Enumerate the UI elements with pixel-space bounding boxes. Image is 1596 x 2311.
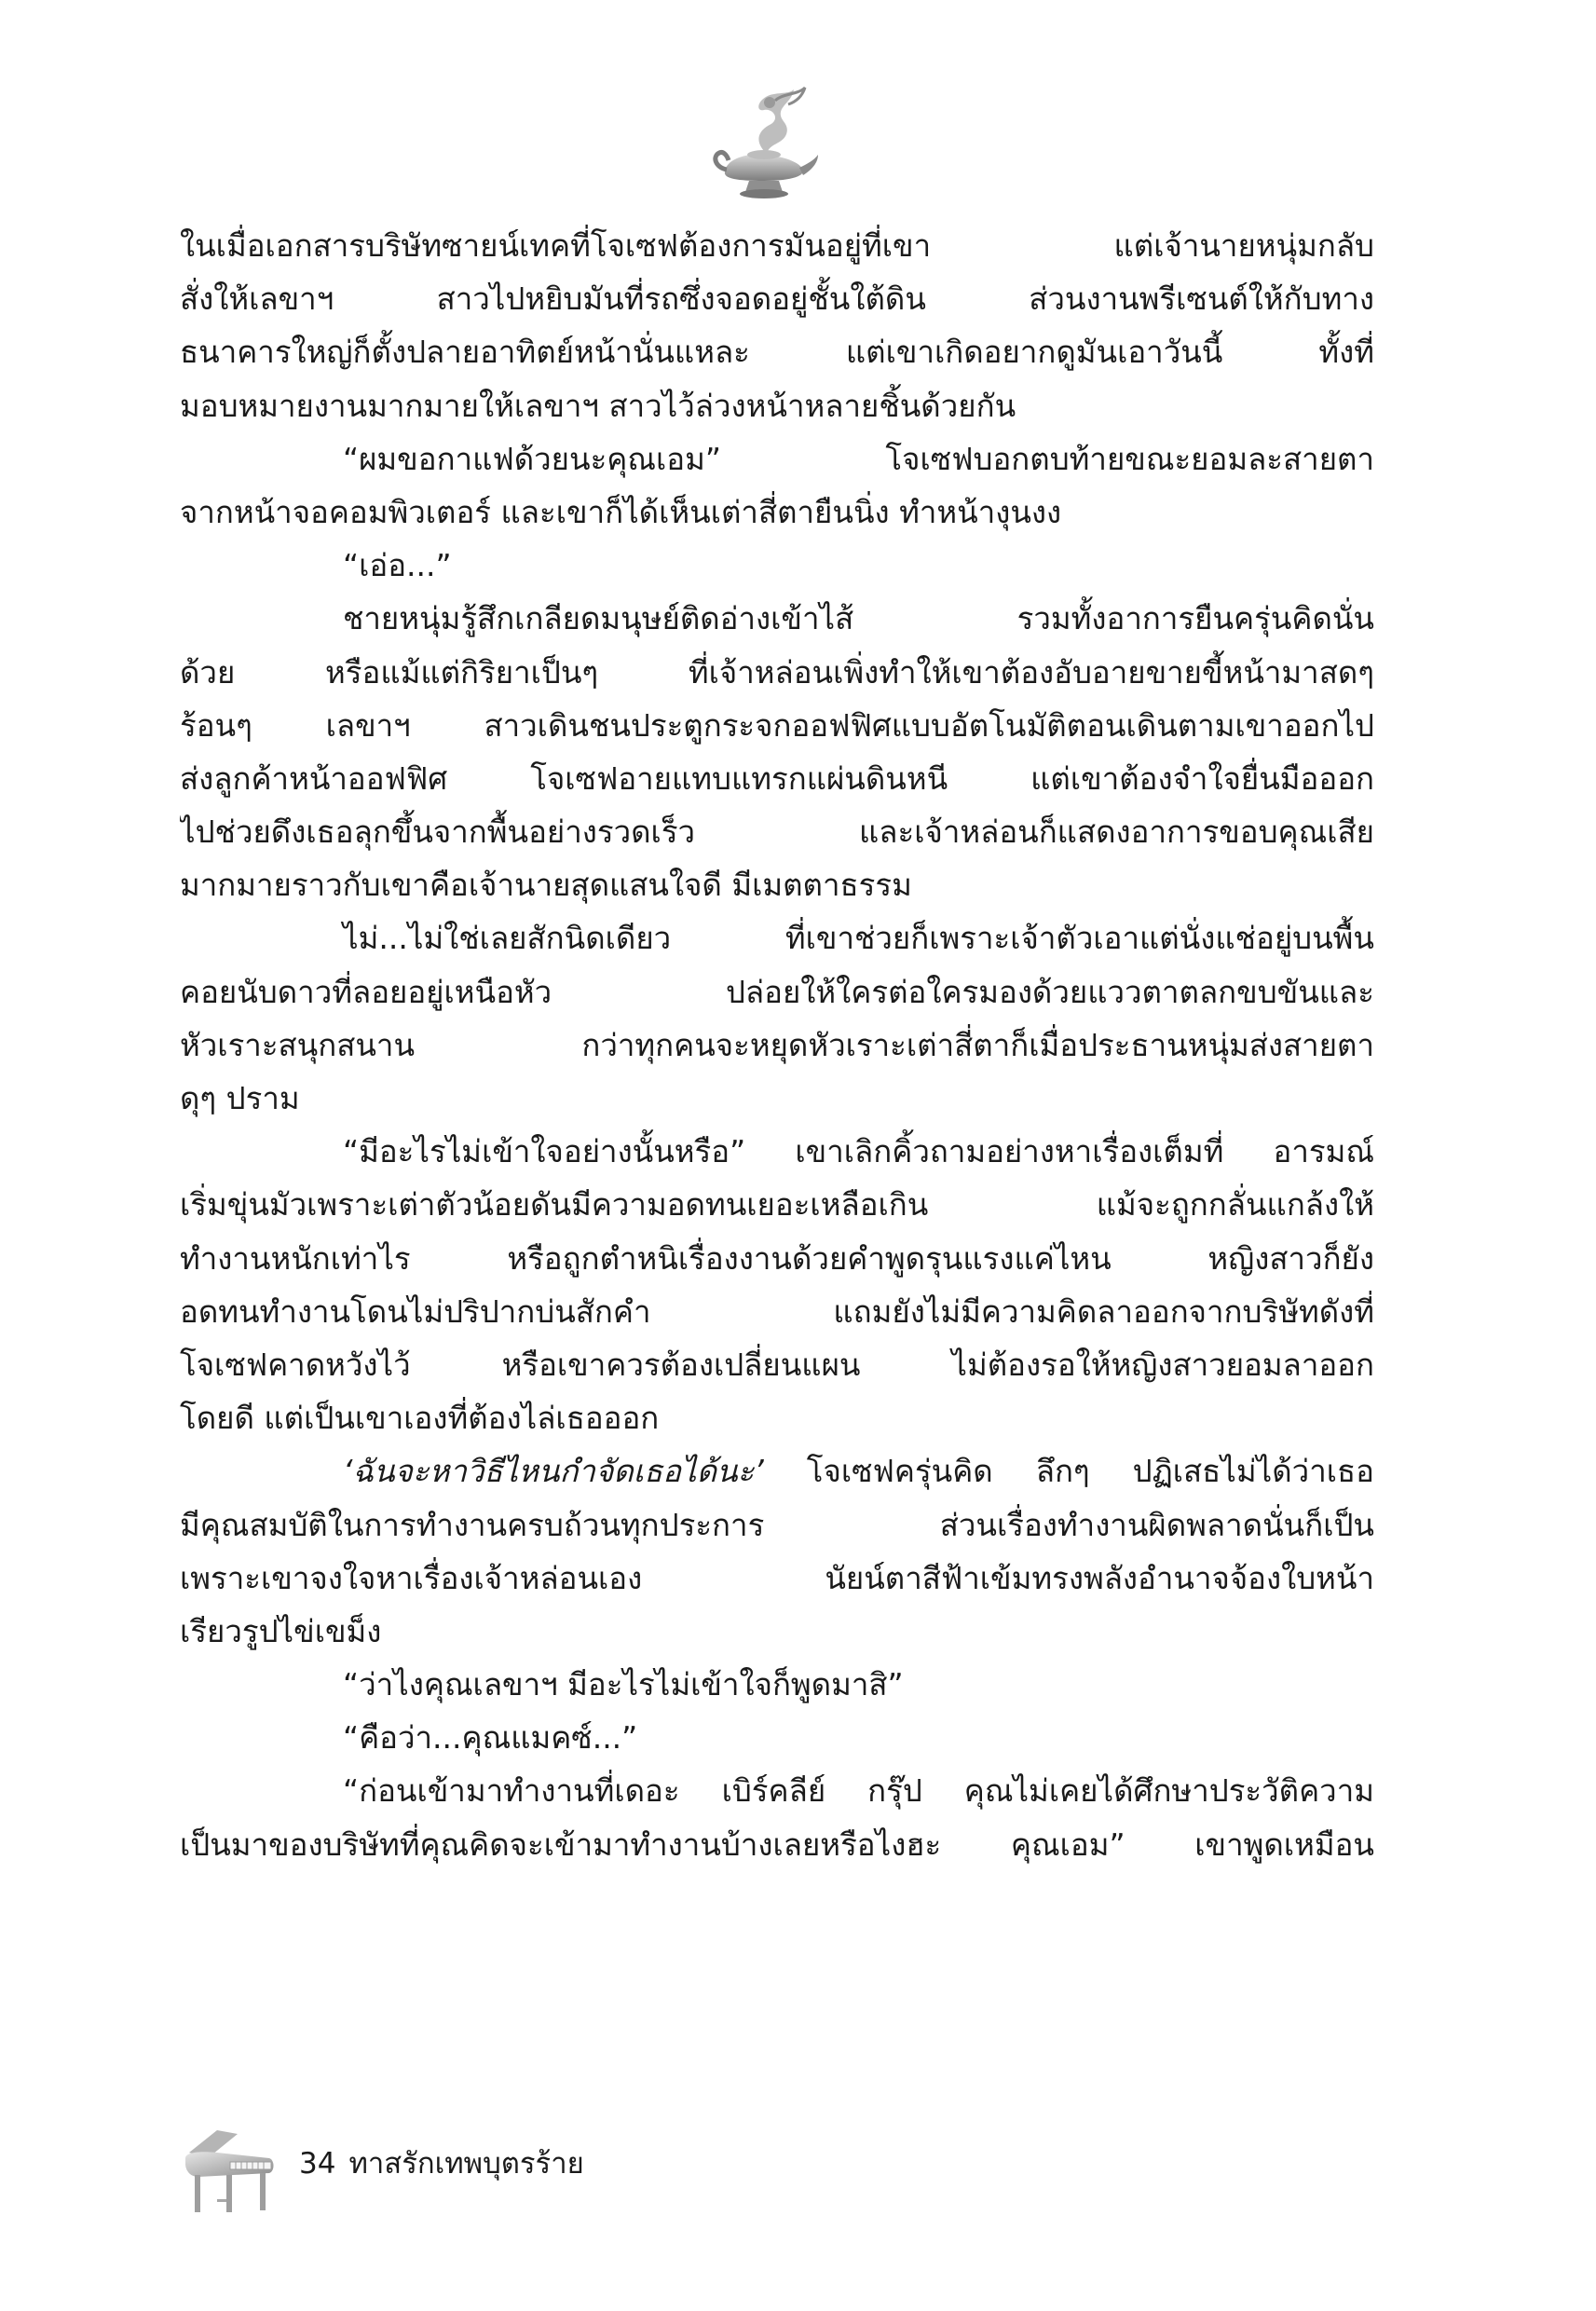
text-line: สั่งให้เลขาฯ สาวไปหยิบมันที่รถซึ่งจอดอยู่ชั้นใต้ดิน ส่วนงานพรีเซนต์ให้กับทาง (180, 280, 1374, 318)
text-line: เพราะเขาจงใจหาเรื่องเจ้าหล่อนเอง นัยน์ตาสีฟ้าเข้มทรงพลังอำนาจจ้องใบหน้า (180, 1559, 1374, 1596)
text-line: “ผมขอกาแฟด้วยนะคุณเอม” โจเซฟบอกตบท้ายขณะยอมละสายตา (343, 440, 1374, 477)
text-line: มีคุณสมบัติในการทำงานครบถ้วนทุกประการ ส่วนเรื่องทำงานผิดพลาดนั่นก็เป็น (180, 1506, 1374, 1543)
book-title: ทาสรักเทพบุตรร้าย (348, 2147, 584, 2181)
text-line: ธนาคารใหญ่ก็ตั้งปลายอาทิตย์หน้านั่นแหละ แต่เขาเกิดอยากดูมันเอาวันนี้ ทั้งที่ (180, 334, 1374, 371)
text-line: มากมายราวกับเขาคือเจ้านายสุดแสนใจดี มีเมตตาธรรม (180, 867, 912, 904)
text-line-continuation: โจเซฟครุ่นคิด ลึกๆ ปฏิเสธไม่ได้ว่าเธอ (763, 1453, 1374, 1490)
page-number: 34 (299, 2147, 336, 2181)
text-line: ส่งลูกค้าหน้าออฟฟิศ โจเซฟอายแทบแทรกแผ่นดินหนี แต่เขาต้องจำใจยื่นมือออก (180, 759, 1374, 797)
text-line: มอบหมายงานมากมายให้เลขาฯ สาวไว้ล่วงหน้าหลายชิ้นด้วยกัน (180, 387, 1016, 424)
footer-label (299, 2145, 584, 2182)
text-line: ไปช่วยดึงเธอลุกขึ้นจากพื้นอย่างรวดเร็ว และเจ้าหล่อนก็แสดงอาการขอบคุณเสีย (180, 814, 1374, 851)
text-line: หัวเราะสนุกสนาน กว่าทุกคนจะหยุดหัวเราะเต่าสี่ตาก็เมื่อประธานหนุ่มส่งสายตา (180, 1026, 1374, 1063)
piano-icon (180, 2125, 278, 2218)
text-line: “ว่าไงคุณเลขาฯ มีอะไรไม่เข้าใจก็พูดมาสิ” (343, 1666, 904, 1703)
text-line: ชายหนุ่มรู้สึกเกลียดมนุษย์ติดอ่างเข้าไส้ รวมทั้งอาการยืนครุ่นคิดนั่น (343, 600, 1374, 637)
text-line: อดทนทำงานโดนไม่ปริปากบ่นสักคำ แถมยังไม่มีความคิดลาออกจากบริษัทดังที่ (180, 1292, 1374, 1330)
text-line: ทำงานหนักเท่าไร หรือถูกตำหนิเรื่องงานด้วยคำพูดรุนแรงแค่ไหน หญิงสาวก็ยัง (180, 1239, 1374, 1277)
text-line: ดุๆ ปราม (180, 1080, 300, 1116)
body-text (180, 219, 1374, 1871)
text-line: โจเซฟคาดหวังไว้ หรือเขาควรต้องเปลี่ยนแผน ไม่ต้องรอให้หญิงสาวยอมลาออก (180, 1346, 1374, 1383)
text-line: คอยนับดาวที่ลอยอยู่เหนือหัว ปล่อยให้ใครต่อใครมองด้วยแววตาตลกขบขันและ (180, 973, 1374, 1010)
page-footer (180, 2125, 739, 2218)
italic-thought: ‘ฉันจะหาวิธีไหนกำจัดเธอได้นะ’ (343, 1453, 764, 1490)
text-line: ไม่...ไม่ใช่เลยสักนิดเดียว ที่เขาช่วยก็เพราะเจ้าตัวเอาแต่นั่งแช่อยู่บนพื้น (343, 920, 1374, 957)
text-line: เป็นมาของบริษัทที่คุณคิดจะเข้ามาทำงานบ้างเลยหรือไงฮะ คุณเอม” เขาพูดเหมือน (180, 1826, 1374, 1863)
text-line (180, 1444, 1374, 1497)
text-line: ด้วย หรือแม้แต่กิริยาเป็นๆ ที่เจ้าหล่อนเพิ่งทำให้เขาต้องอับอายขายขี้หน้ามาสดๆ (180, 653, 1374, 691)
text-line: “เอ่อ...” (343, 547, 452, 584)
text-line: เรียวรูปไข่เขม็ง (180, 1612, 382, 1649)
text-line: จากหน้าจอคอมพิวเตอร์ และเขาก็ได้เห็นเต่าสี่ตายืนนิ่ง ทำหน้างุนงง (180, 493, 1062, 530)
text-line: ร้อนๆ เลขาฯ สาวเดินชนประตูกระจกออฟฟิศแบบอัตโนมัติตอนเดินตามเขาออกไป (180, 706, 1374, 744)
text-line: “มีอะไรไม่เข้าใจอย่างนั้นหรือ” เขาเลิกคิ้วถามอย่างหาเรื่องเต็มที่ อารมณ์ (343, 1133, 1374, 1170)
text-line: เริ่มขุ่นมัวเพราะเต่าตัวน้อยดันมีความอดทนเยอะเหลือเกิน แม้จะถูกกลั่นแกล้งให้ (180, 1186, 1374, 1224)
genie-lamp-icon (708, 82, 820, 203)
text-line: “ก่อนเข้ามาทำงานที่เดอะ เบิร์คลีย์ กรุ๊ป คุณไม่เคยได้ศึกษาประวัติความ (343, 1772, 1374, 1810)
text-line: โดยดี แต่เป็นเขาเองที่ต้องไล่เธอออก (180, 1400, 660, 1437)
text-line: ในเมื่อเอกสารบริษัทซายน์เทคที่โจเซฟต้องการมันอยู่ที่เขา แต่เจ้านายหนุ่มกลับ (180, 227, 1374, 264)
text-line: “คือว่า...คุณแมคซ์...” (343, 1719, 638, 1757)
